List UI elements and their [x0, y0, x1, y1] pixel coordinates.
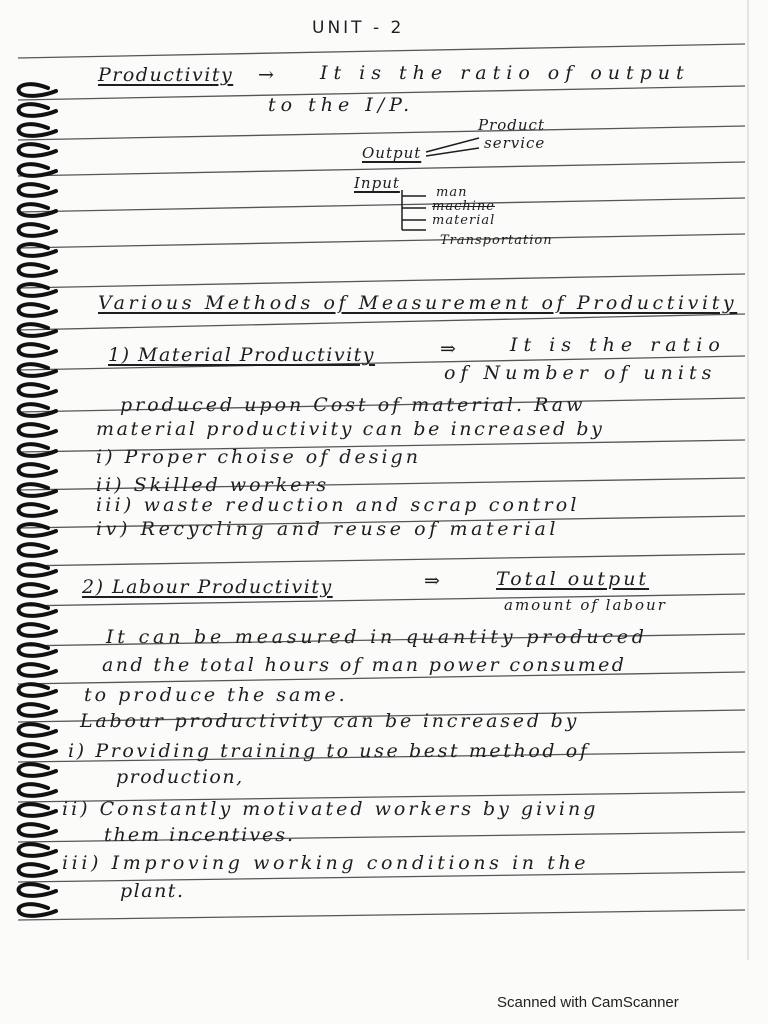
- input-item-man: man: [436, 185, 468, 200]
- output-brace: [424, 130, 484, 160]
- labour-heading: 2) Labour Productivity: [82, 576, 333, 598]
- spiral-coil: [19, 724, 56, 736]
- spiral-coil: [19, 124, 56, 136]
- definition-line-2: to the I/P.: [268, 94, 415, 116]
- spiral-coil: [19, 144, 56, 156]
- spiral-coil: [19, 244, 56, 256]
- spiral-coil: [19, 104, 56, 116]
- spiral-coil: [19, 604, 56, 616]
- material-line-3: produced upon Cost of material. Raw: [120, 394, 586, 416]
- methods-heading: Various Methods of Measurement of Productivity: [98, 292, 738, 314]
- spiral-coil: [19, 384, 56, 396]
- spiral-coil: [19, 644, 56, 656]
- input-label: Input: [354, 174, 400, 192]
- spiral-coil: [19, 224, 56, 236]
- spiral-coil: [19, 464, 56, 476]
- material-item-1: i) Proper choise of design: [96, 446, 421, 468]
- spiral-coil: [19, 84, 56, 96]
- spiral-coil: [19, 664, 56, 676]
- page-title: UNIT - 2: [312, 18, 405, 38]
- labour-increase-line: Labour productivity can be increased by: [80, 710, 580, 732]
- spiral-coil: [19, 404, 56, 416]
- spiral-coil: [19, 884, 56, 896]
- spiral-coil: [19, 304, 56, 316]
- output-item-product: Product: [478, 116, 545, 134]
- spiral-coil: [19, 184, 56, 196]
- spiral-coil: [19, 864, 56, 876]
- material-line-4: material productivity can be increased by: [96, 418, 605, 440]
- scanner-watermark: Scanned with CamScanner: [497, 994, 679, 1011]
- material-item-4: iv) Recycling and reuse of material: [96, 518, 560, 540]
- material-arrow: ⇒: [440, 338, 458, 360]
- spiral-coil: [19, 264, 56, 276]
- definition-arrow: →: [258, 64, 276, 86]
- spiral-coil: [19, 484, 56, 496]
- definition-line-1: It is the ratio of output: [320, 62, 690, 84]
- material-line-2: of Number of units: [444, 362, 717, 384]
- output-label: Output: [362, 144, 422, 162]
- spiral-coil: [19, 204, 56, 216]
- material-line-1: It is the ratio: [510, 334, 726, 356]
- input-item-transportation: Transportation: [440, 233, 553, 248]
- spiral-coil: [19, 564, 56, 576]
- productivity-term: Productivity: [98, 64, 234, 86]
- input-item-machine: machine: [432, 199, 495, 214]
- labour-item-3-cont: plant.: [120, 880, 185, 902]
- labour-para-3: to produce the same.: [84, 684, 348, 706]
- labour-arrow: ⇒: [424, 570, 442, 592]
- spiral-coil: [19, 684, 56, 696]
- material-heading: 1) Material Productivity: [108, 344, 376, 366]
- spiral-coil: [19, 844, 56, 856]
- labour-item-2-cont: them incentives.: [104, 824, 296, 846]
- spiral-coil: [19, 704, 56, 716]
- spiral-coil: [19, 784, 56, 796]
- spiral-coil: [19, 324, 56, 336]
- spiral-coil: [19, 364, 56, 376]
- material-item-3: iii) waste reduction and scrap control: [96, 494, 580, 516]
- spiral-coil: [19, 444, 56, 456]
- labour-para-1: It can be measured in quantity produced: [106, 626, 648, 648]
- labour-item-1: i) Providing training to use best method of: [68, 740, 590, 762]
- spiral-coil: [19, 424, 56, 436]
- spiral-coil: [19, 584, 56, 596]
- labour-item-3: iii) Improving working conditions in the: [62, 852, 590, 874]
- spiral-coil: [19, 504, 56, 516]
- material-item-2: ii) Skilled workers: [96, 474, 330, 496]
- spiral-coil: [19, 284, 56, 296]
- spiral-coil: [19, 344, 56, 356]
- input-item-material: material: [432, 213, 496, 228]
- spiral-coil: [19, 824, 56, 836]
- spiral-coil: [19, 524, 56, 536]
- labour-item-1-cont: production,: [116, 766, 244, 788]
- spiral-coil: [19, 764, 56, 776]
- spiral-coil: [19, 544, 56, 556]
- labour-item-2: ii) Constantly motivated workers by giving: [62, 798, 599, 820]
- labour-para-2: and the total hours of man power consumed: [102, 654, 627, 676]
- spiral-binding: [0, 0, 70, 1024]
- spiral-coil: [19, 904, 56, 916]
- spiral-coil: [19, 744, 56, 756]
- spiral-coil: [19, 624, 56, 636]
- input-brace: [396, 188, 436, 238]
- labour-numerator: Total output: [496, 568, 650, 590]
- spiral-coil: [19, 164, 56, 176]
- output-item-service: service: [484, 134, 546, 152]
- spiral-coil: [19, 804, 56, 816]
- labour-denominator: amount of labour: [504, 596, 667, 614]
